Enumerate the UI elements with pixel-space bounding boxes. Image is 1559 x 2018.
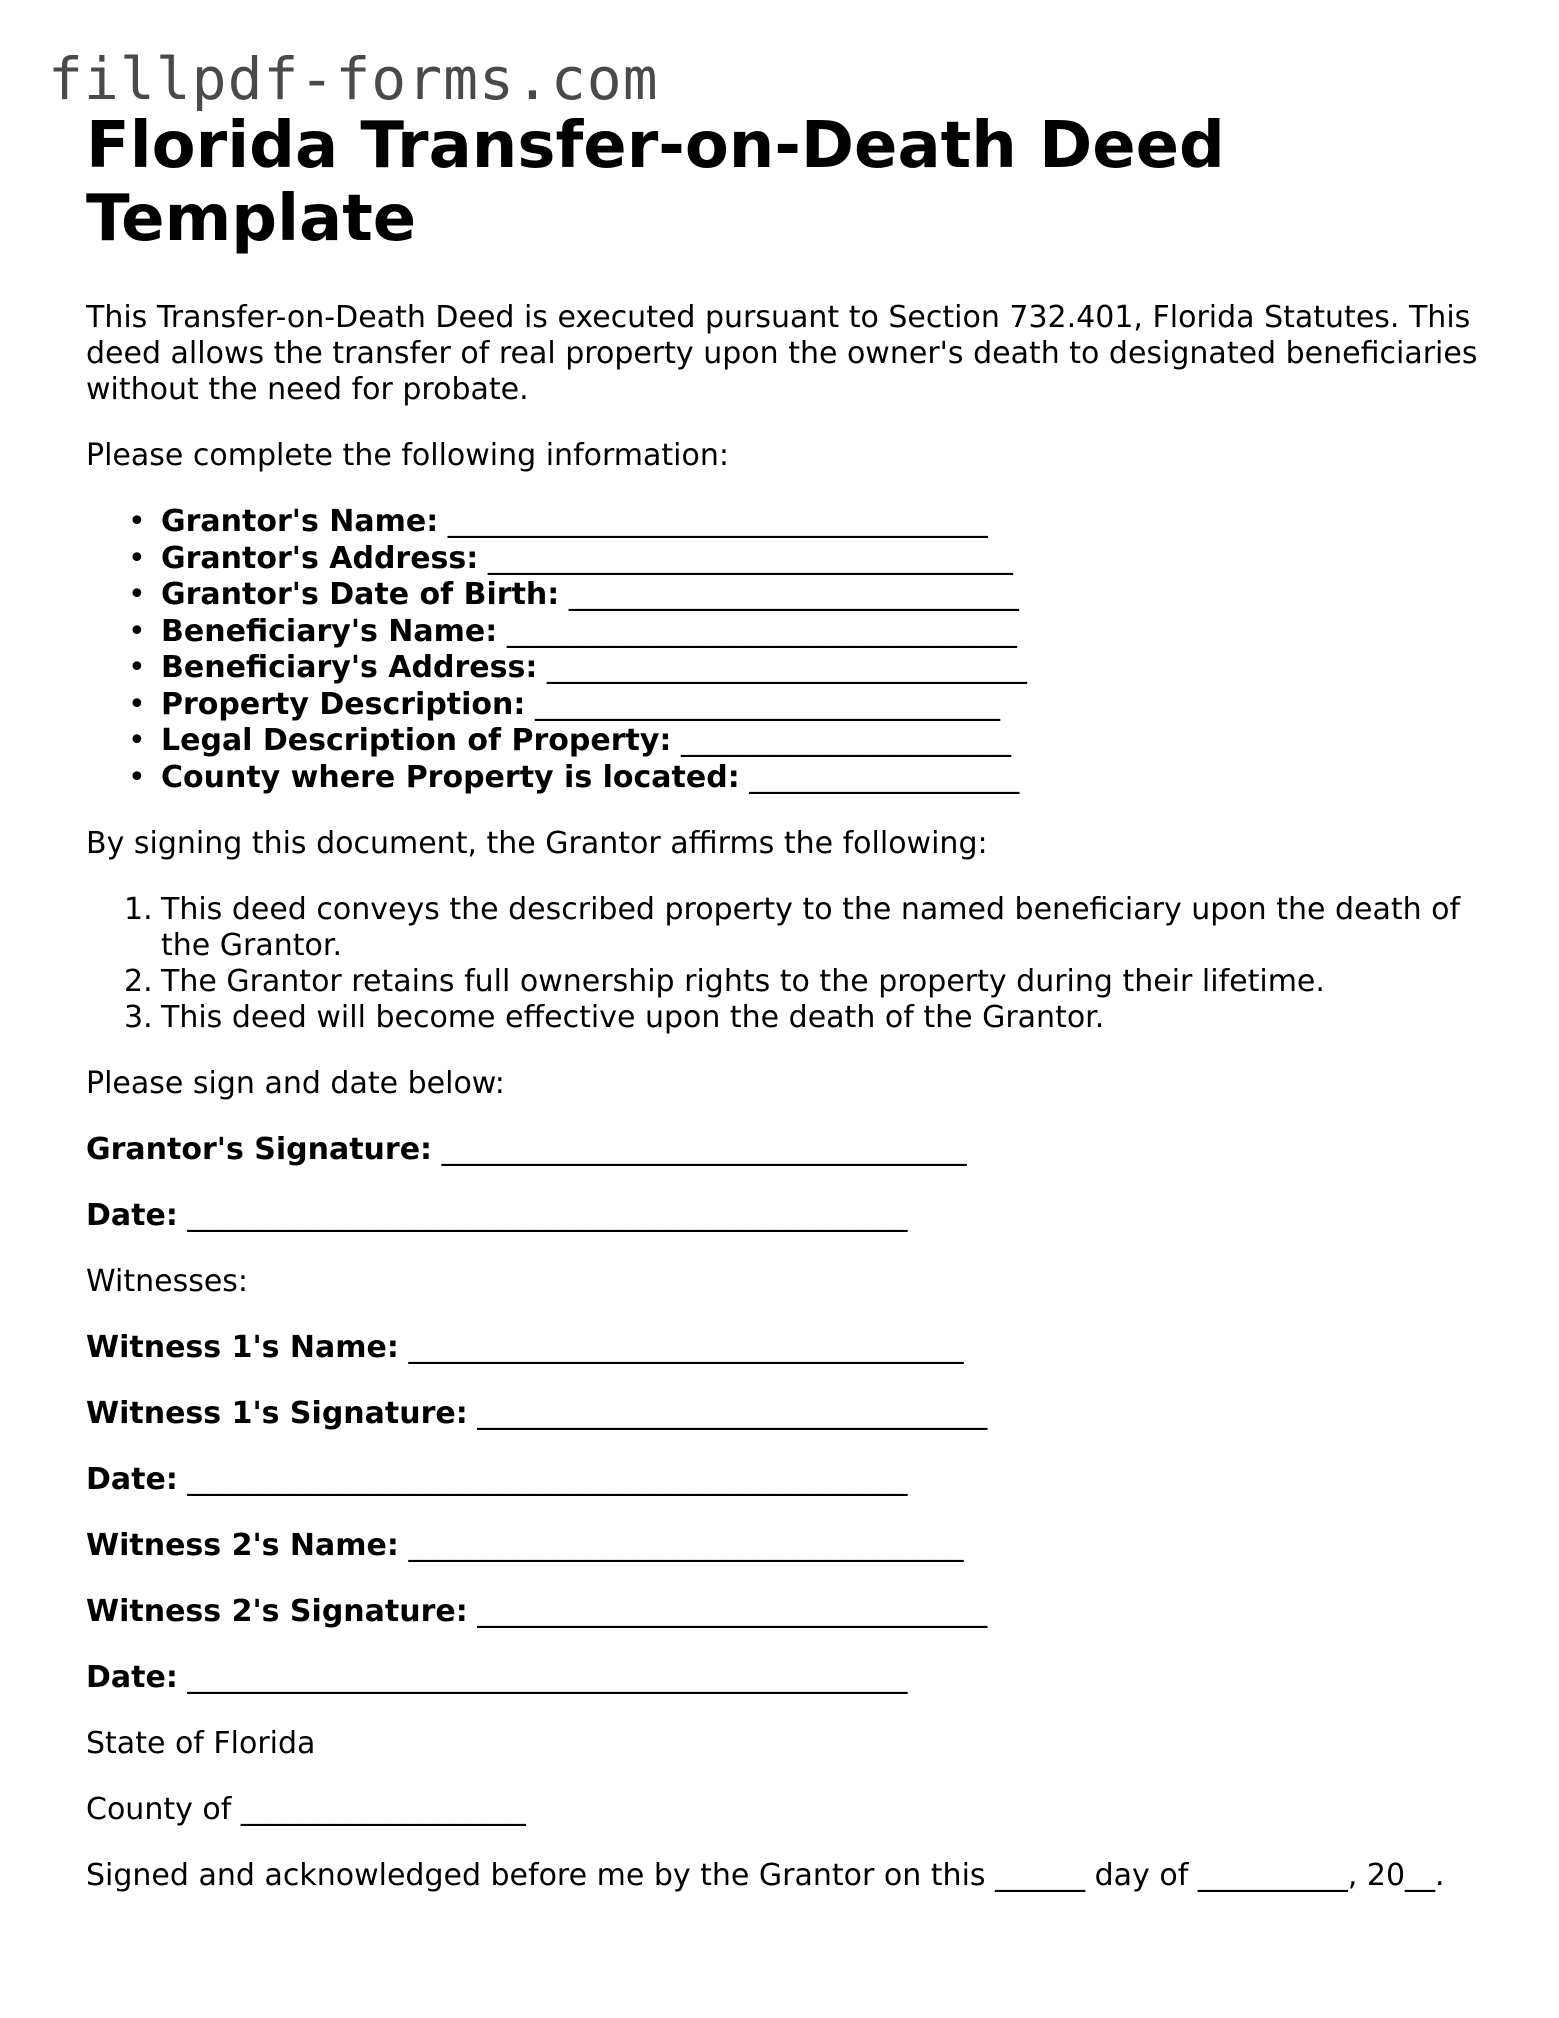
witness1-name-field[interactable]: _____________________________________ [408, 1330, 964, 1365]
field-label: Witness 1's Name: [86, 1330, 399, 1365]
date-field[interactable]: ________________________________________________ [187, 1198, 908, 1233]
list-item [86, 650, 1486, 687]
witness2-name-line [86, 1528, 1486, 1564]
beneficiary-address-field[interactable]: ________________________________ [546, 650, 1027, 685]
list-item [86, 760, 1486, 797]
grantor-address-field[interactable]: ___________________________________ [487, 540, 1013, 576]
witness1-name-line [86, 1330, 1486, 1366]
grantor-signature-field[interactable]: ___________________________________ [441, 1132, 967, 1167]
list-item [86, 964, 1486, 1000]
affirmation-text: This deed conveys the described property to the named beneficiary upon the death of the Grantor. [161, 892, 1461, 963]
watermark: fillpdf-forms.com [48, 45, 659, 113]
list-item [86, 541, 1486, 578]
witness1-signature-field[interactable]: __________________________________ [477, 1396, 988, 1431]
affirmation-text: The Grantor retains full ownership rights to the property during their lifetime. [161, 964, 1325, 999]
witness2-name-field[interactable]: _____________________________________ [408, 1528, 964, 1563]
info-field-list [86, 504, 1486, 796]
field-label: Date: [86, 1198, 178, 1233]
list-number: 2. [124, 964, 153, 999]
field-label: County where Property is located: [161, 759, 740, 795]
grantor-dob-field[interactable]: ______________________________ [568, 577, 1019, 612]
field-label: Grantor's Signature: [86, 1132, 433, 1167]
list-item [86, 577, 1486, 614]
list-item [86, 892, 1486, 964]
grantor-signature-line [86, 1132, 1486, 1168]
field-label: Property Description: [161, 686, 526, 722]
county-line [86, 1792, 1486, 1828]
field-label: Grantor's Name: [161, 504, 439, 539]
year-text: , 20__. [1347, 1858, 1445, 1893]
sign-prompt-text: Please sign and date below: [86, 1066, 505, 1101]
witness2-signature-field[interactable]: __________________________________ [477, 1594, 988, 1629]
acknowledgment-text: Signed and acknowledged before me by the Grantor on this [86, 1858, 986, 1893]
date-line [86, 1198, 1486, 1234]
document-body [86, 110, 1486, 1924]
instruction-text: Please complete the following information: [86, 438, 729, 473]
field-label: Witness 1's Signature: [86, 1396, 468, 1431]
field-label: Grantor's Date of Birth: [161, 577, 560, 612]
acknowledgment-text: day of [1094, 1858, 1189, 1893]
list-number: 1. [124, 892, 153, 927]
witness2-date-field[interactable]: ________________________________________________ [187, 1660, 908, 1695]
intro-paragraph: This Transfer-on-Death Deed is executed pursuant to Section 732.401, Florida Statutes. This deed allows the transfer of real property upon the owner's death to designated beneficiaries without the need for probate. [86, 300, 1478, 407]
field-label: Date: [86, 1660, 178, 1695]
list-item [86, 687, 1486, 724]
field-label: Witness 2's Name: [86, 1528, 399, 1563]
list-item [86, 504, 1486, 541]
date-line [86, 1660, 1486, 1696]
day-field[interactable]: ______ [995, 1858, 1086, 1893]
acknowledgment-line [86, 1858, 1486, 1894]
witness2-signature-line [86, 1594, 1486, 1630]
field-label: Date: [86, 1462, 178, 1497]
affirm-intro-text: By signing this document, the Grantor affirms the following: [86, 826, 988, 861]
property-description-field[interactable]: _______________________________ [534, 686, 1000, 722]
list-item [86, 723, 1486, 760]
field-label: Grantor's Address: [161, 540, 479, 576]
page-title: Florida Transfer-on-Death Deed Template [86, 109, 1225, 256]
date-line [86, 1462, 1486, 1498]
field-label: Beneficiary's Address: [161, 650, 538, 685]
witness1-date-field[interactable]: ________________________________________________ [187, 1462, 908, 1497]
county-label: County of [86, 1792, 232, 1827]
list-item [86, 614, 1486, 651]
county-field[interactable]: ___________________ [240, 1792, 526, 1827]
witness1-signature-line [86, 1396, 1486, 1432]
beneficiary-name-field[interactable]: __________________________________ [506, 613, 1017, 649]
affirmation-list [86, 892, 1486, 1036]
field-label: Witness 2's Signature: [86, 1594, 468, 1629]
list-number: 3. [124, 1000, 153, 1035]
state-text: State of Florida [86, 1726, 316, 1761]
witnesses-heading: Witnesses: [86, 1264, 249, 1299]
affirmation-text: This deed will become effective upon the death of the Grantor. [161, 1000, 1105, 1035]
field-label: Legal Description of Property: [161, 723, 672, 758]
grantor-name-field[interactable]: ____________________________________ [447, 504, 988, 539]
field-label: Beneficiary's Name: [161, 613, 498, 649]
month-field[interactable]: __________ [1197, 1858, 1348, 1893]
legal-description-field[interactable]: ______________________ [680, 723, 1011, 758]
list-item [86, 1000, 1486, 1036]
county-location-field[interactable]: __________________ [749, 759, 1020, 795]
